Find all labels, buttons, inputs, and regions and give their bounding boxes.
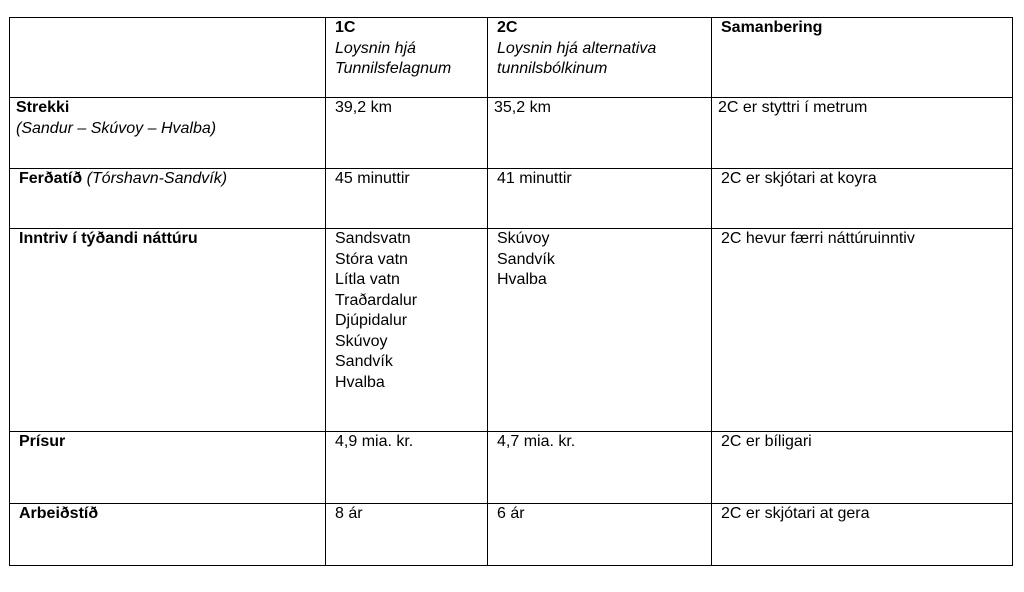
row-label-note: (Tórshavn-Sandvík)	[86, 170, 228, 187]
list-item: Traðardalur	[335, 291, 418, 309]
header-1c-subtitle: Loysnin hjá Tunnilsfelagnum	[335, 39, 452, 77]
table-row	[10, 504, 1013, 566]
list-item: Djúpidalur	[335, 312, 408, 329]
list-item: Sandvík	[335, 353, 393, 370]
row-2c-cell	[488, 432, 712, 504]
list-item: Sandsvatn	[335, 230, 411, 247]
header-2c-title: 2C	[497, 19, 518, 36]
row-label: Ferðatíð	[19, 170, 83, 187]
row-compare-value: 2C er bíligari	[721, 433, 812, 450]
row-compare-value: 2C er skjótari at koyra	[721, 170, 877, 187]
header-1c-title: 1C	[335, 19, 356, 36]
list-item: Skúvoy	[335, 332, 388, 350]
header-1c-cell	[326, 18, 488, 98]
row-compare-value: 2C er skjótari at gera	[721, 505, 870, 522]
list-item: Hvalba	[335, 373, 385, 391]
row-compare-cell	[712, 504, 1013, 566]
table-row	[10, 432, 1013, 504]
row-2c-value: 35,2 km	[494, 99, 551, 116]
comparison-table	[9, 17, 1013, 566]
row-compare-value: 2C er styttri í metrum	[718, 99, 868, 116]
list-item: Stóra vatn	[335, 250, 408, 268]
row-1c-cell	[326, 98, 488, 169]
row-compare-cell	[712, 229, 1013, 432]
row-label: Inntriv í týðandi náttúru	[19, 230, 198, 247]
row-compare-cell	[712, 169, 1013, 229]
row-1c-value: 45 minuttir	[335, 170, 410, 187]
row-1c-value: 39,2 km	[335, 99, 392, 116]
header-empty-cell	[10, 18, 326, 98]
list-item: Lítla vatn	[335, 271, 400, 288]
row-label-cell	[10, 169, 326, 229]
row-2c-value: 6 ár	[497, 505, 525, 522]
row-label: Arbeiðstíð	[19, 505, 99, 522]
list-item: Hvalba	[497, 271, 547, 288]
row-1c-cell	[326, 229, 488, 432]
list-item: Sandvík	[497, 250, 555, 268]
list-item: Skúvoy	[497, 230, 550, 247]
table-row	[10, 98, 1013, 169]
row-label-cell	[10, 432, 326, 504]
row-1c-cell	[326, 504, 488, 566]
table-header-row	[10, 18, 1013, 98]
header-2c-subtitle: Loysnin hjá alternativa tunnilsbólkinum	[497, 39, 657, 77]
row-1c-value: 4,9 mia. kr.	[335, 433, 414, 450]
row-compare-cell	[712, 98, 1013, 169]
row-1c-cell	[326, 432, 488, 504]
row-2c-cell	[488, 504, 712, 566]
row-2c-cell	[488, 98, 712, 169]
row-2c-value: 41 minuttir	[497, 170, 572, 187]
row-1c-cell	[326, 169, 488, 229]
header-compare-title: Samanbering	[721, 19, 823, 36]
table-row	[10, 229, 1013, 432]
row-label-cell	[10, 229, 326, 432]
header-2c-cell	[488, 18, 712, 98]
row-label-cell	[10, 504, 326, 566]
row-label-cell	[10, 98, 326, 169]
row-compare-cell	[712, 432, 1013, 504]
table-row	[10, 169, 1013, 229]
row-2c-cell	[488, 229, 712, 432]
row-compare-value: 2C hevur færri náttúruinntiv	[721, 230, 915, 247]
row-2c-cell	[488, 169, 712, 229]
row-label: Prísur	[19, 433, 66, 450]
row-2c-value: 4,7 mia. kr.	[497, 433, 576, 450]
header-compare-cell	[712, 18, 1013, 98]
row-label-note: (Sandur – Skúvoy – Hvalba)	[16, 119, 217, 137]
row-label: Strekki	[16, 99, 70, 116]
row-1c-value: 8 ár	[335, 505, 363, 522]
